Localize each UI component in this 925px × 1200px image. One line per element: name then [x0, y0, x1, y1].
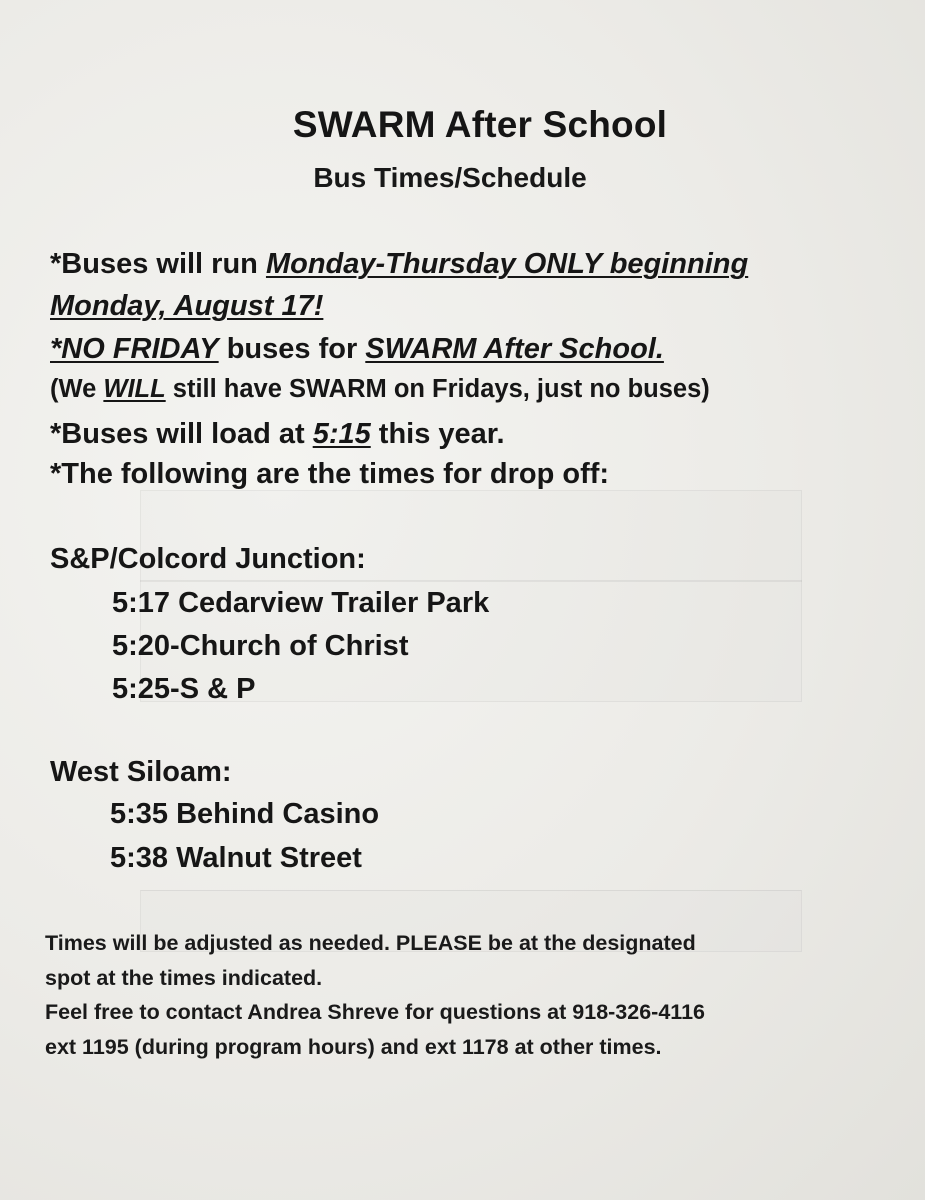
notice-text: *Buses will load at	[50, 418, 313, 450]
notice-emphasis: SWARM After School.	[365, 333, 664, 365]
notice-emphasis: WILL	[103, 375, 166, 403]
route-stop: 5:17 Cedarview Trailer Park	[112, 587, 490, 619]
notice-text: *Buses will run	[50, 248, 266, 280]
notice-line-schedule-days	[50, 248, 748, 281]
notice-emphasis: *NO FRIDAY	[50, 333, 219, 365]
footer-line: ext 1195 (during program hours) and ext 1178 at other times.	[45, 1034, 662, 1059]
page-subtitle: Bus Times/Schedule	[313, 162, 587, 193]
notice-text: buses for	[218, 333, 366, 365]
notice-text: (We	[50, 375, 104, 403]
route-stop: 5:35 Behind Casino	[110, 798, 380, 830]
notice-emphasis: 5:15	[312, 418, 371, 450]
notice-line-friday-swarm	[50, 375, 710, 404]
route-stop: 5:38 Walnut Street	[110, 842, 362, 874]
route-stop: 5:25-S & P	[112, 673, 256, 705]
notice-line-no-friday	[50, 333, 664, 366]
footer-note	[45, 926, 865, 1064]
notice-text: still have SWARM on Fridays, just no buses)	[165, 375, 710, 403]
notice-line-start-date	[50, 290, 323, 323]
route-stop: 5:20-Church of Christ	[112, 630, 409, 662]
notice-emphasis: Monday-Thursday ONLY beginning	[265, 248, 749, 280]
notice-line-dropoff-intro: *The following are the times for drop off:	[50, 458, 610, 490]
footer-line: spot at the times indicated.	[45, 965, 323, 990]
footer-line: Times will be adjusted as needed. PLEASE be at the designated	[45, 931, 696, 955]
notice-line-load-time	[50, 418, 505, 451]
notice-emphasis: Monday, August 17!	[50, 290, 324, 322]
footer-line: Feel free to contact Andrea Shreve for questions at 918-326-4116	[45, 1000, 705, 1024]
page-title: SWARM After School	[292, 104, 668, 145]
route-heading: S&P/Colcord Junction:	[50, 543, 366, 575]
route-heading: West Siloam:	[50, 756, 232, 788]
notice-text: this year.	[370, 418, 505, 450]
